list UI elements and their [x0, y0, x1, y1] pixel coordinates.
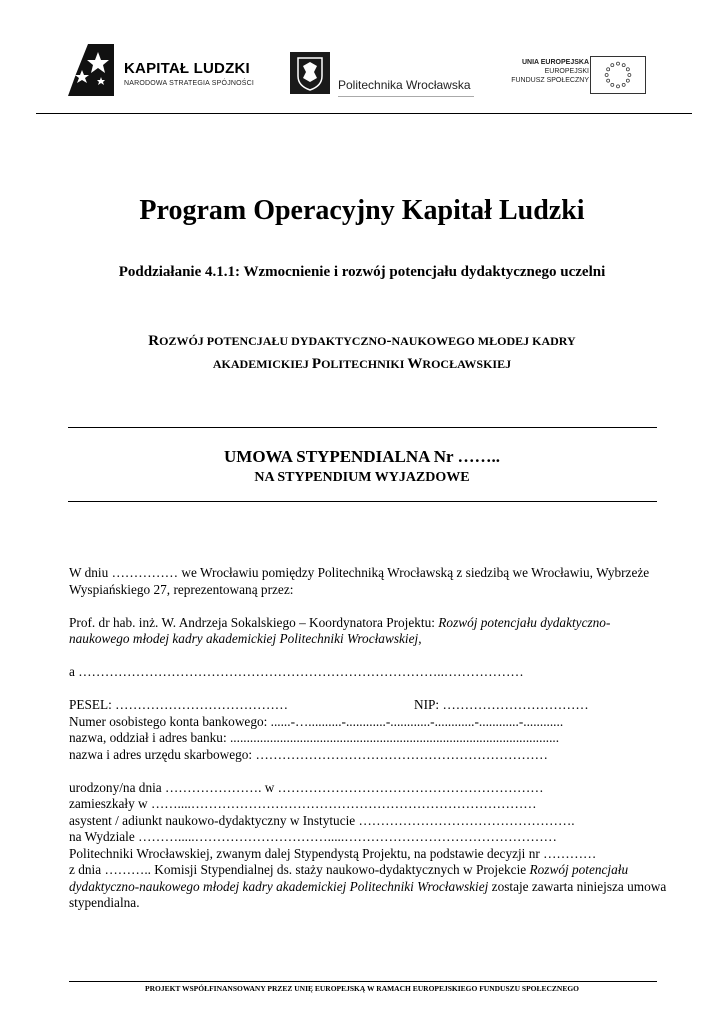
decision-line: Politechniki Wrocławskiej, zwanym dalej Stypendystą Projektu, na podstawie decyzji nr …………	[69, 845, 597, 861]
contract-subheading: NA STYPENDIUM WYJAZDOWE	[254, 470, 470, 485]
bank-name-field: nazwa, oddział i adres banku: ...................................................................................................	[69, 730, 560, 745]
politechnika-eagle-icon	[290, 52, 330, 94]
project-text: OLITECHNIKI	[321, 357, 408, 371]
tax-office-field: nazwa i adres urzędu skarbowego: …………………………………………………………	[69, 746, 548, 762]
intro-paragraph: W dniu …………… we Wrocławiu pomiędzy Politechniką Wrocławską z siedzibą we Wrocławiu, Wybrzeże Wyspiańskiego 27, reprezentowaną przez:	[69, 565, 650, 597]
politechnika-name: Politechnika Wrocławska	[338, 78, 471, 92]
project-text: OZWÓJ POTENCJAŁU DYDAKTYCZNO	[159, 334, 387, 348]
header-divider	[36, 113, 692, 114]
contract-body	[69, 565, 669, 912]
eu-line3: FUNDUSZ SPOŁECZNY	[511, 77, 589, 84]
institute-field: asystent / adiunkt naukowo-dydaktyczny w Instytucie ………………………………………….	[69, 812, 575, 828]
commission-end: zostaje zawarta niniejsza umowa stypendialna.	[69, 878, 667, 910]
project-cap: R	[148, 333, 160, 349]
commission-paragraph	[69, 862, 669, 912]
politechnika-logo	[290, 52, 480, 100]
project-dash: -	[386, 333, 392, 349]
party-line: a ………………………………………………………………………..………………	[69, 664, 524, 679]
kapital-ludzki-star-icon	[68, 44, 114, 96]
project-text: NAUKOWEGO MŁODEJ KADRY	[391, 334, 576, 348]
eu-flag-icon	[590, 56, 646, 94]
section-divider-bottom	[68, 501, 657, 502]
project-title	[0, 330, 724, 376]
project-title-line1	[0, 330, 724, 353]
kapital-ludzki-logo	[68, 40, 268, 102]
commission-project-italic: Rozwój potencjału dydaktyczno-naukowego młodej kadry akademickiej Politechniki Wrocławskiej	[69, 862, 629, 894]
project-cap: W	[407, 356, 423, 372]
project-text: ROCŁAWSKIEJ	[422, 357, 512, 371]
project-title-line2	[0, 353, 724, 376]
pesel-field: PESEL: …………………………………	[69, 697, 289, 712]
page-title: Program Operacyjny Kapitał Ludzki	[139, 195, 585, 226]
pesel-nip-row	[69, 697, 669, 714]
eu-logo	[504, 54, 649, 98]
nip-field: NIP: ……………………………	[414, 697, 589, 712]
representative-paragraph	[69, 615, 669, 648]
faculty-field: na Wydziale ……….....………………………….....…………………………………………	[69, 829, 557, 844]
bank-account-field: Numer osobistego konta bankowego: ......-…..........-............-............-............-............-............	[69, 713, 564, 729]
footer-text: PROJEKT WSPÓŁFINANSOWANY PRZEZ UNIĘ EUROPEJSKĄ W RAMACH EUROPEJSKIEGO FUNDUSZU SPOŁECZNEGO	[144, 984, 580, 993]
contract-heading: UMOWA STYPENDIALNA Nr ……..	[224, 447, 500, 466]
section-divider-top	[68, 427, 657, 428]
eu-text	[511, 58, 589, 85]
commission-text: z dnia ……….. Komisji Stypendialnej ds. staży naukowo-dydaktycznych w Projekcie	[69, 862, 530, 877]
representative-text: Prof. dr hab. inż. W. Andrzeja Sokalskiego – Koordynatora Projektu:	[69, 614, 439, 630]
residence-field: zamieszkały w ……....……………………………………………………………………	[69, 796, 537, 811]
project-name-italic: Rozwój potencjału dydaktyczno-naukowego młodej kadry akademickiej Politechniki Wrocławskiej	[69, 614, 611, 646]
project-cap: P	[311, 356, 322, 372]
representative-end: ,	[418, 631, 422, 646]
eu-line2: EUROPEJSKI	[544, 68, 589, 75]
project-text: AKADEMICKIEJ	[212, 357, 312, 371]
footer-divider	[69, 981, 657, 982]
kapital-ludzki-title: KAPITAŁ LUDZKI	[124, 60, 250, 77]
subtitle: Poddziałanie 4.1.1: Wzmocnienie i rozwój potencjału dydaktycznego uczelni	[118, 264, 606, 280]
birth-field: urodzony/na dnia …………………. w ……………………………………………………	[69, 779, 544, 795]
kapital-ludzki-subtitle: NARODOWA STRATEGIA SPÓJNOŚCI	[124, 80, 255, 87]
politechnika-underline	[338, 96, 474, 97]
eu-line1: UNIA EUROPEJSKA	[521, 59, 589, 66]
